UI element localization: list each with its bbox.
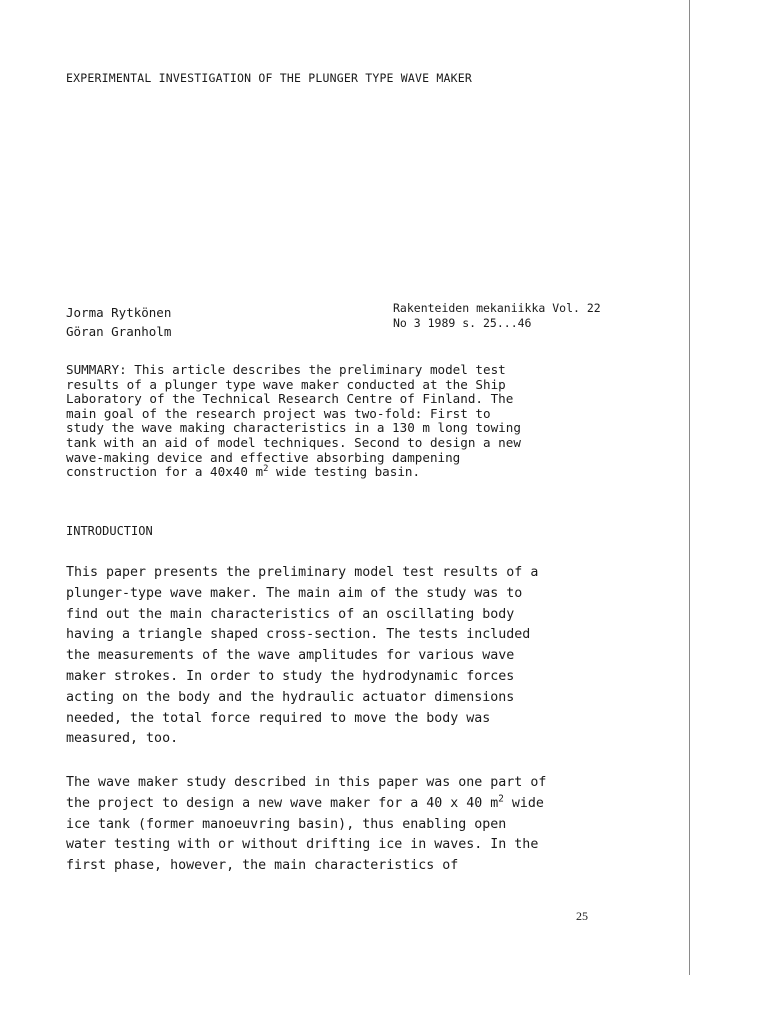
paragraph-line xyxy=(66,794,546,815)
intro-paragraph-2 xyxy=(66,773,546,877)
paragraph-text: wide xyxy=(503,795,544,811)
summary-text: construction for a 40x40 m xyxy=(66,464,264,480)
paragraph-line: needed, the total force required to move the body was xyxy=(66,710,491,726)
paragraph-line: first phase, however, the main characteristics of xyxy=(66,858,459,874)
paragraph-line: having a triangle shaped cross-section. The tests included xyxy=(66,627,531,643)
page-edge-line xyxy=(689,0,690,975)
author-name: Göran Granholm xyxy=(66,324,172,339)
paragraph-line: The wave maker study described in this paper was one part of xyxy=(66,775,547,790)
summary-line: wave-making device and effective absorbing dampening xyxy=(66,449,461,465)
paragraph-line: measured, too. xyxy=(66,731,179,747)
summary-text: wide testing basin. xyxy=(268,464,421,480)
citation-line: No 3 1989 s. 25...46 xyxy=(393,316,532,330)
paragraph-line: acting on the body and the hydraulic actuator dimensions xyxy=(66,689,515,705)
summary-line: Laboratory of the Technical Research Centre of Finland. The xyxy=(66,391,514,407)
summary-line: study the wave making characteristics in a 130 m long towing xyxy=(66,420,521,436)
paragraph-text: the project to design a new wave maker for a 40 x 40 m xyxy=(66,795,499,811)
paragraph-line: water testing with or without drifting ice in waves. In the xyxy=(66,837,539,853)
paragraph-line: plunger-type wave maker. The main aim of the study was to xyxy=(66,585,523,601)
paragraph-line: maker strokes. In order to study the hydrodynamic forces xyxy=(66,668,515,684)
paragraph-line: ice tank (former manoeuvring basin), thus enabling open xyxy=(66,816,507,832)
page-number: 25 xyxy=(576,909,588,923)
summary-line: tank with an aid of model techniques. Second to design a new xyxy=(66,434,521,450)
summary-block xyxy=(66,363,606,480)
summary-line: SUMMARY: This article describes the preliminary model test xyxy=(66,362,506,377)
paragraph-line: This paper presents the preliminary model test results of a xyxy=(66,565,539,580)
journal-citation xyxy=(393,301,601,331)
paragraph-line: find out the main characteristics of an oscillating body xyxy=(66,606,515,622)
summary-line: main goal of the research project was two-fold: First to xyxy=(66,405,491,421)
author-list xyxy=(66,303,171,341)
author-name: Jorma Rytkönen xyxy=(66,305,172,320)
superscript: 2 xyxy=(498,793,504,805)
paper-title: EXPERIMENTAL INVESTIGATION OF THE PLUNGER TYPE WAVE MAKER xyxy=(66,71,473,85)
intro-paragraph-1 xyxy=(66,563,538,750)
summary-line: results of a plunger type wave maker conducted at the Ship xyxy=(66,376,506,392)
paragraph-line: the measurements of the wave amplitudes for various wave xyxy=(66,648,515,664)
section-heading: INTRODUCTION xyxy=(66,524,153,538)
superscript: 2 xyxy=(263,463,269,474)
summary-line xyxy=(66,465,606,480)
citation-line: Rakenteiden mekaniikka Vol. 22 xyxy=(393,301,601,315)
